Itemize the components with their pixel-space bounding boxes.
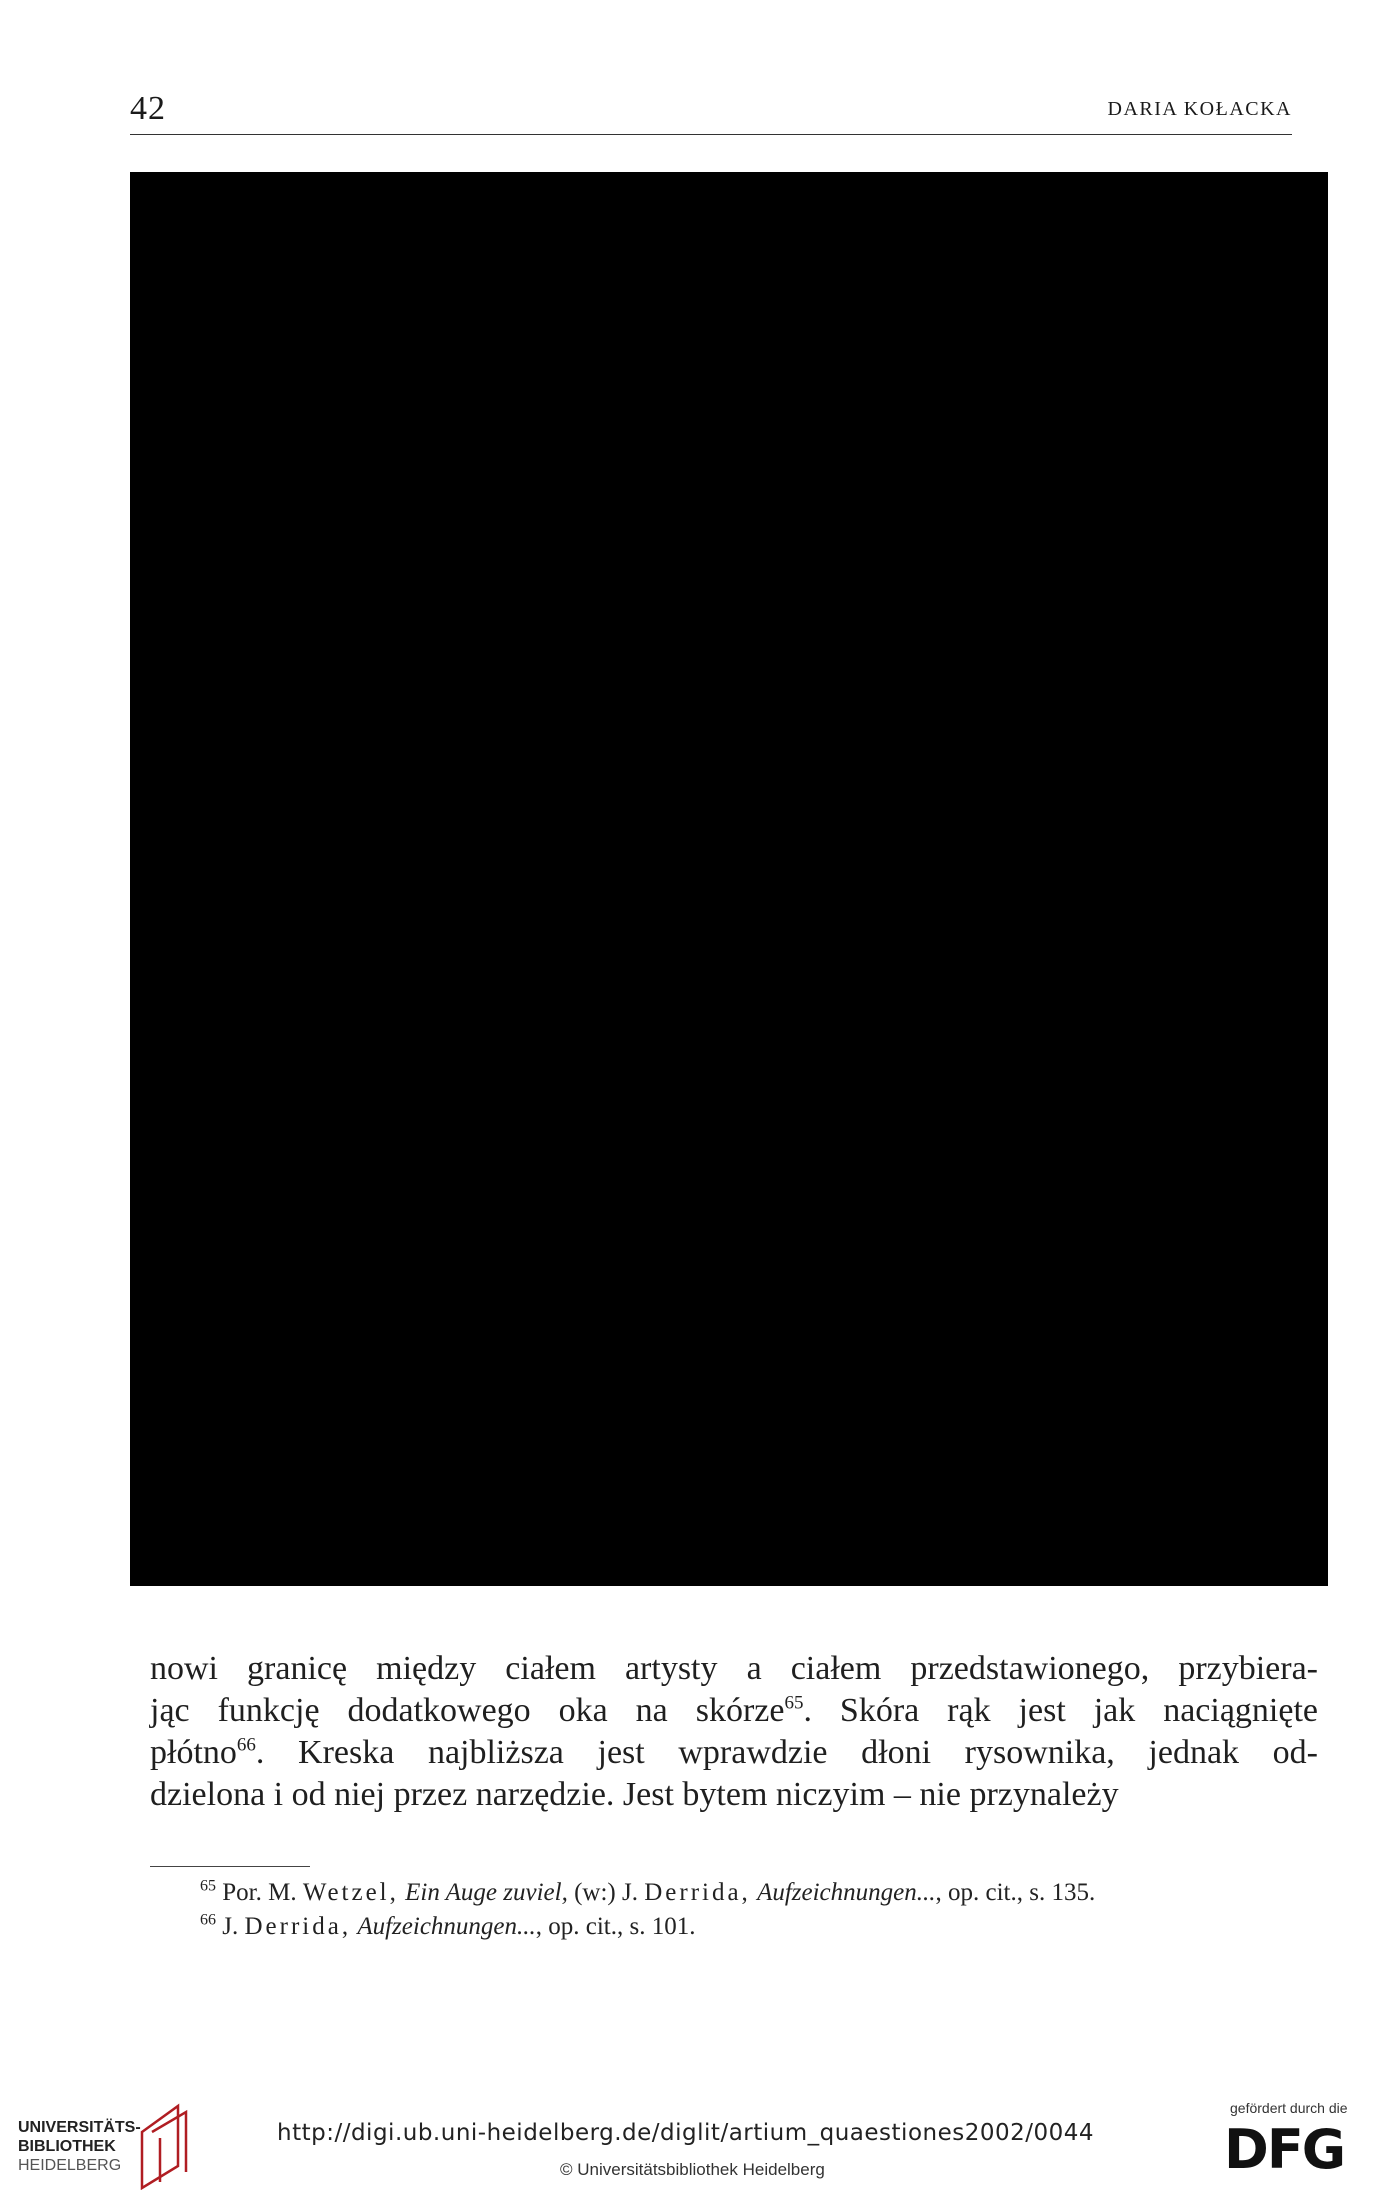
body-line-text: płótno — [150, 1734, 237, 1771]
footnote-ref[interactable]: 66 — [236, 1734, 256, 1756]
ub-logo-mark-icon — [138, 2102, 194, 2190]
ub-logo-line: UNIVERSITÄTS- — [18, 2119, 141, 2136]
running-head-author: DARIA KOŁACKA — [1107, 98, 1292, 120]
footnote-text: J. — [222, 1913, 245, 1940]
permalink-url[interactable]: http://digi.ub.uni-heidelberg.de/diglit/artium_quaestiones2002/0044 — [277, 2120, 1095, 2146]
footnote-author: Derrida, — [244, 1913, 352, 1940]
footnote-65 — [200, 1876, 1320, 1910]
ub-logo-line: HEIDELBERG — [18, 2157, 122, 2174]
page-number: 42 — [130, 90, 166, 127]
copyright-notice: © Universitätsbibliothek Heidelberg — [560, 2160, 825, 2179]
footnote-title: Ein Auge zuviel, — [405, 1879, 568, 1906]
illustration-plate — [130, 172, 1328, 1586]
ub-logo-text — [18, 2118, 141, 2175]
running-head — [130, 88, 1292, 135]
footnote-author: Derrida, — [644, 1879, 751, 1906]
body-line-text: . Kreska najbliższa jest wprawdzie dłoni rysownika, jednak od- — [255, 1734, 1318, 1771]
dfg-logo[interactable] — [1224, 2100, 1374, 2192]
footnote-title: Aufzeichnungen... — [357, 1913, 536, 1940]
footnote-text: , op. cit., s. 135. — [935, 1879, 1096, 1906]
body-line — [150, 1690, 1318, 1732]
footnotes — [200, 1876, 1320, 1944]
footnote-author: Wetzel, — [302, 1879, 399, 1906]
footnote-text: (w:) J. — [574, 1879, 645, 1906]
dfg-logo-text: DFG — [1224, 2118, 1345, 2181]
footnote-number: 65 — [200, 1877, 216, 1895]
footnote-rule — [150, 1866, 310, 1867]
footnote-number: 66 — [200, 1911, 216, 1929]
body-line: nowi granicę między ciałem artysty a ciałem przedstawionego, przybiera- — [150, 1650, 1318, 1687]
body-line — [150, 1732, 1318, 1774]
footnote-ref[interactable]: 65 — [784, 1692, 804, 1714]
ub-heidelberg-logo[interactable] — [18, 2100, 198, 2192]
library-footer — [0, 2086, 1382, 2197]
footnote-66 — [200, 1910, 1320, 1944]
dfg-caption: gefördert durch die — [1230, 2100, 1348, 2116]
ub-logo-line: BIBLIOTHEK — [18, 2138, 116, 2155]
body-text — [150, 1648, 1318, 1816]
body-line: dzielona i od niej przez narzędzie. Jest bytem niczyim – nie przynależy — [150, 1776, 1119, 1813]
body-line-text: jąc funkcję dodatkowego oka na skórze — [150, 1692, 785, 1729]
footnote-text: , op. cit., s. 101. — [535, 1913, 696, 1940]
footnote-title: Aufzeichnungen... — [757, 1879, 936, 1906]
footnote-text: Por. M. — [222, 1879, 303, 1906]
body-line-text: . Skóra rąk jest jak naciągnięte — [803, 1692, 1318, 1729]
